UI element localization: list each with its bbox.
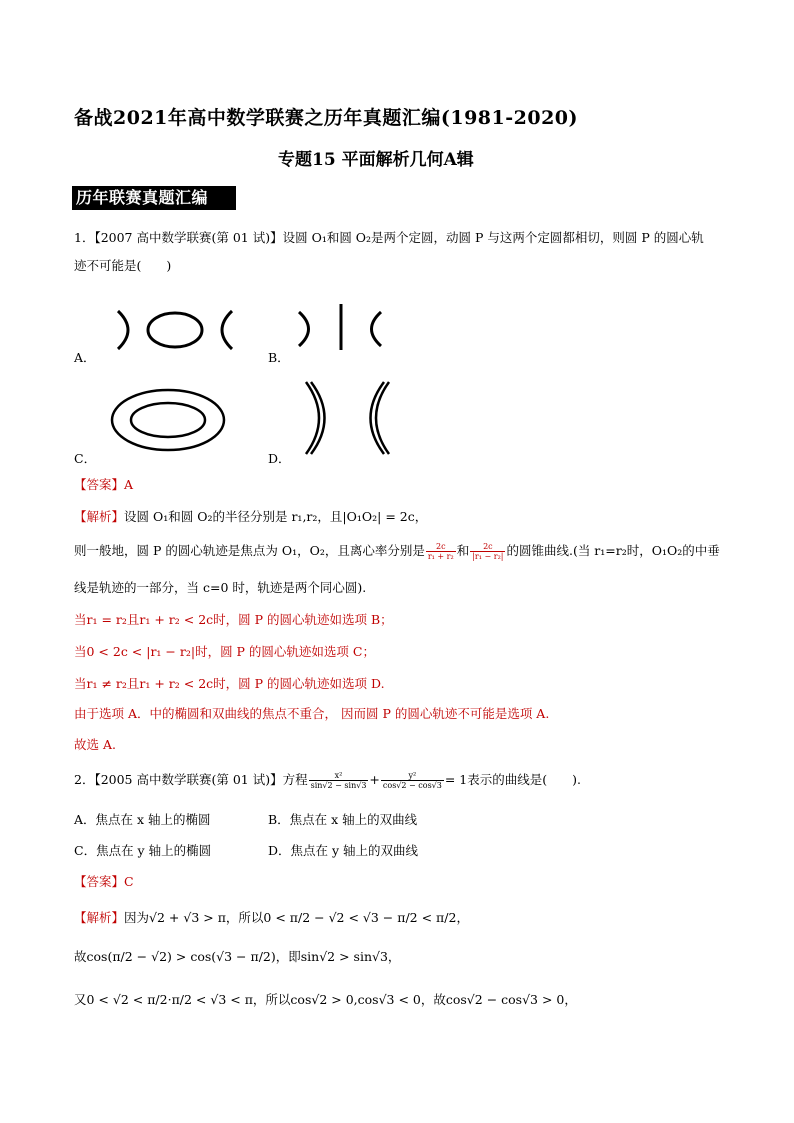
q1-analysis-text1: 设圆 O₁和圆 O₂的半径分别是 r₁,r₂，且|O₁O₂| = 2c，: [124, 509, 428, 524]
q2-analysis-line1: [74, 910, 469, 926]
q1-option-a-figure: [110, 305, 240, 355]
q2-frac2-denominator: cos√2 − cos√3: [382, 781, 442, 790]
q2-answer: 【答案】C: [74, 874, 134, 889]
q1-answer: 【答案】A: [74, 477, 134, 492]
q1-eccentricity-fraction-1: [426, 542, 456, 561]
q2-stem-text-b: = 1表示的曲线是( ).: [444, 772, 581, 787]
q1-stem-line2: 迹不可能是( ): [74, 258, 172, 273]
q1-option-c: C．: [74, 451, 97, 466]
q1-analysis-line7: 由于选项 A．中的椭圆和双曲线的焦点不重合， 因而圆 P 的圆心轨迹不可能是选项 A.: [74, 706, 550, 721]
q2-analysis-label: 【解析】: [74, 910, 125, 925]
q1-analysis-label: 【解析】: [74, 509, 125, 524]
q1-analysis-line3: 线是轨迹的一部分，当 c=0 时，轨迹是两个同心圆).: [74, 580, 367, 595]
section-banner: 历年联赛真题汇编: [72, 186, 236, 210]
q1-analysis-line8: 故选 A.: [74, 737, 116, 752]
q1-option-a: A．: [74, 350, 96, 365]
q1-option-d: D．: [268, 451, 291, 466]
q1-analysis-line5: 当0 < 2c < |r₁ − r₂|时，圆 P 的圆心轨迹如选项 C；: [74, 644, 375, 659]
q2-option-c: C．焦点在 y 轴上的椭圆: [74, 843, 212, 858]
q2-fraction-x: [309, 771, 369, 790]
q1-frac1-numerator: 2c: [426, 542, 456, 552]
q2-analysis-line3: 又0 < √2 < π/2·π/2 < √3 < π，所以cos√2 > 0,cos√3 < 0，故cos√2 − cos√3 > 0，: [74, 992, 577, 1007]
q1-analysis-line4: 当r₁ = r₂且r₁ + r₂ < 2c时，圆 P 的圆心轨迹如选项 B；: [74, 612, 393, 627]
q1-option-d-figure: [300, 378, 395, 458]
q1-frac1-denominator: r₁ + r₂: [427, 552, 454, 561]
q2-plus-sign: +: [369, 772, 380, 787]
q1-frac2-numerator: 2c: [470, 542, 505, 552]
q2-frac1-denominator: sin√2 − sin√3: [310, 781, 367, 790]
q1-analysis-text2b: 和: [456, 543, 470, 558]
q2-analysis-line2: 故cos(π/2 − √2) > cos(√3 − π/2)，即sin√2 > sin√3，: [74, 949, 401, 964]
q1-analysis-line6: 当r₁ ≠ r₂且r₁ + r₂ < 2c时，圆 P 的圆心轨迹如选项 D.: [74, 676, 385, 691]
q2-option-b: B．焦点在 x 轴上的双曲线: [268, 812, 418, 827]
q2-frac1-numerator: x²: [309, 771, 369, 781]
q2-frac2-numerator: y²: [381, 771, 444, 781]
q2-option-a: A．焦点在 x 轴上的椭圆: [74, 812, 211, 827]
q1-analysis-line1: [74, 509, 427, 525]
document-subtitle: 专题15 平面解析几何A辑: [278, 150, 474, 170]
q2-analysis-text1: 因为√2 + √3 > π，所以0 < π/2 − √2 < √3 − π/2 < π/2，: [124, 910, 469, 925]
q1-analysis-text2c: 的圆锥曲线.(当 r₁=r₂时，O₁O₂的中垂: [506, 543, 720, 558]
q1-analysis-line2: [74, 542, 720, 561]
q2-stem: [74, 771, 581, 790]
q1-stem-line1: 1．【2007 高中数学联赛(第 01 试)】设圆 O₁和圆 O₂是两个定圆，动圆 P 与这两个定圆都相切，则圆 P 的圆心轨: [74, 230, 704, 245]
q1-eccentricity-fraction-2: [470, 542, 505, 561]
q2-option-d: D．焦点在 y 轴上的双曲线: [268, 843, 419, 858]
q1-frac2-denominator: |r₁ − r₂|: [472, 552, 504, 561]
q1-analysis-text2a: 则一般地，圆 P 的圆心轨迹是焦点为 O₁，O₂，且离心率分别是: [74, 543, 425, 558]
q2-stem-text-a: 2．【2005 高中数学联赛(第 01 试)】方程: [74, 772, 308, 787]
document-title: 备战2021年高中数学联赛之历年真题汇编(1981-2020): [74, 107, 579, 129]
q1-option-c-figure: [108, 385, 228, 455]
q1-option-b: B．: [268, 350, 290, 365]
q2-fraction-y: [381, 771, 444, 790]
q1-option-b-figure: [296, 302, 386, 352]
